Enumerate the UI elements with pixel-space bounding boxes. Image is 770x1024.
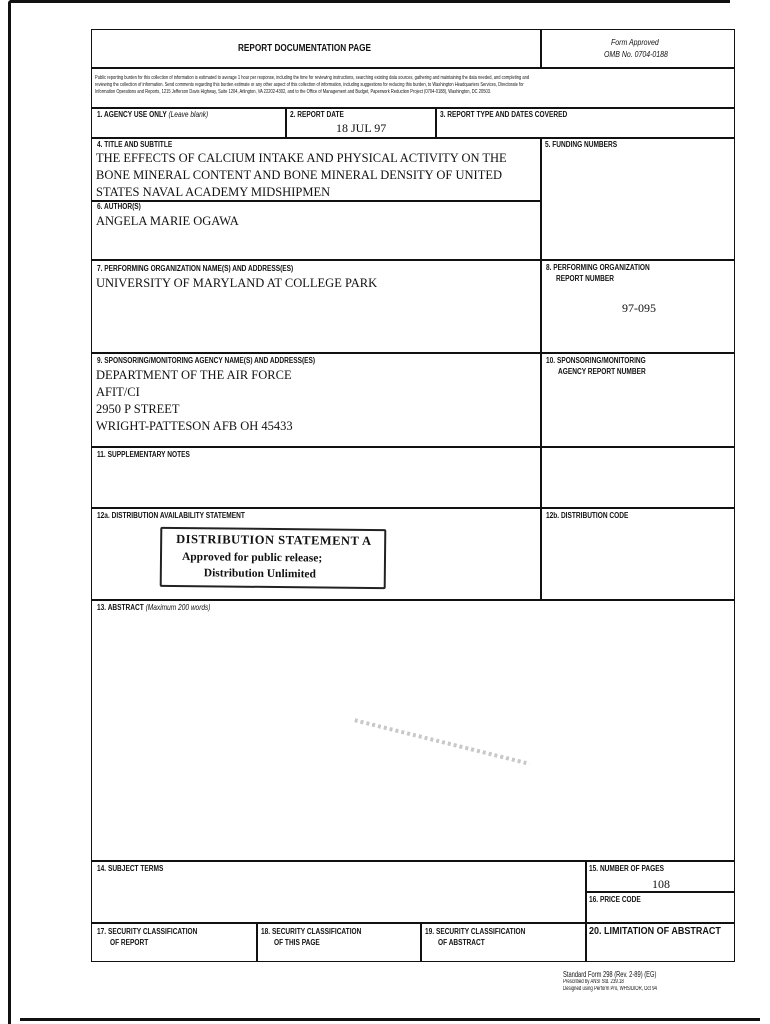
sec-page-label-2: OF THIS PAGE	[274, 938, 320, 947]
rule-row1	[91, 137, 735, 139]
perf-report-number: 97-095	[622, 301, 656, 315]
perf-org-value: UNIVERSITY OF MARYLAND AT COLLEGE PARK	[96, 276, 378, 290]
agency-use-hint: (Leave blank)	[168, 110, 209, 119]
funding-label: 5. FUNDING NUMBERS	[545, 140, 618, 149]
title-line-1: THE EFFECTS OF CALCIUM INTAKE AND PHYSICAL ACTIVITY ON THE	[96, 151, 507, 165]
sec-report-label-2: OF REPORT	[110, 938, 149, 947]
num-pages-value: 108	[652, 877, 670, 891]
perf-report-label-1: 8. PERFORMING ORGANIZATION	[546, 263, 650, 272]
footer-line-3: Designed using Perform Pro, WHS/DIOR, Oct 94	[563, 986, 657, 992]
distribution-stamp	[160, 527, 387, 589]
vrule-row1-b	[435, 107, 437, 137]
agency-use-label-text: 1. AGENCY USE ONLY	[97, 110, 167, 119]
report-date-label: 2. REPORT DATE	[290, 110, 344, 119]
title-line-3: STATES NAVAL ACADEMY MIDSHIPMEN	[96, 185, 331, 199]
limitation-label: 20. LIMITATION OF ABSTRACT	[589, 926, 721, 937]
abstract-label	[97, 603, 211, 612]
rule-header	[91, 67, 735, 69]
distribution-code-label: 12b. DISTRIBUTION CODE	[546, 511, 629, 520]
omb-number: OMB No. 0704-0188	[604, 49, 668, 59]
rule-subject	[91, 922, 735, 924]
stamp-line-3: Distribution Unlimited	[203, 567, 317, 581]
form-title: REPORT DOCUMENTATION PAGE	[238, 43, 372, 54]
sponsor-label: 9. SPONSORING/MONITORING AGENCY NAME(S) AND ADDRESS(ES)	[97, 356, 316, 365]
rule-authors	[91, 259, 735, 261]
vrule-right-col	[540, 137, 542, 600]
sec-page-label-1: 18. SECURITY CLASSIFICATION	[261, 927, 362, 936]
perf-org-label: 7. PERFORMING ORGANIZATION NAME(S) AND ADDRESS(ES)	[97, 264, 294, 273]
sec-abstract-label-1: 19. SECURITY CLASSIFICATION	[425, 927, 526, 936]
vrule-header	[540, 29, 542, 67]
authors-label: 6. AUTHOR(S)	[97, 202, 141, 211]
sec-abstract-label-2: OF ABSTRACT	[438, 938, 485, 947]
sponsor-report-label-2: AGENCY REPORT NUMBER	[558, 367, 646, 376]
report-type-label: 3. REPORT TYPE AND DATES COVERED	[440, 110, 568, 119]
agency-use-label	[97, 110, 208, 119]
rule-dist	[91, 599, 735, 601]
price-code-label: 16. PRICE CODE	[589, 895, 641, 904]
form-approved: Form Approved	[611, 37, 659, 47]
sponsor-line-4: WRIGHT-PATTESON AFB OH 45433	[96, 419, 293, 433]
supp-notes-label: 11. SUPPLEMENTARY NOTES	[97, 450, 190, 459]
perf-report-label-2: REPORT NUMBER	[556, 274, 614, 283]
title-label: 4. TITLE AND SUBTITLE	[97, 140, 173, 149]
vrule-bottom-a	[256, 922, 258, 962]
sponsor-line-3: 2950 P STREET	[96, 402, 180, 416]
author-value: ANGELA MARIE OGAWA	[96, 214, 239, 228]
rule-supp	[91, 507, 735, 509]
report-date-value: 18 JUL 97	[336, 121, 387, 135]
abstract-label-text: 13. ABSTRACT	[97, 603, 144, 612]
stamp-line-1: DISTRIBUTION STATEMENT A	[176, 531, 372, 549]
title-line-2: BONE MINERAL CONTENT AND BONE MINERAL DENSITY OF UNITED	[96, 168, 502, 182]
abstract-hint: (Maximum 200 words)	[145, 603, 211, 612]
num-pages-label: 15. NUMBER OF PAGES	[589, 864, 664, 873]
vrule-pages	[585, 860, 587, 962]
rule-sponsor	[91, 446, 735, 448]
scan-edge-left	[8, 0, 11, 1024]
rule-abstract	[91, 860, 735, 862]
sponsor-report-label-1: 10. SPONSORING/MONITORING	[546, 356, 646, 365]
sponsor-line-1: DEPARTMENT OF THE AIR FORCE	[96, 368, 292, 382]
subject-terms-label: 14. SUBJECT TERMS	[97, 864, 164, 873]
vrule-bottom-b	[420, 922, 422, 962]
burden-line-1: Public reporting burden for this collection of information is estimated to average 1 hour per response, including the time for reviewing instructions, searching existing data sources, gathering and maintaining the data needed, and completing and	[95, 75, 530, 81]
burden-line-2: reviewing the collection of information. Send comments regarding this burden estimate or any other aspect of this collection of information, including suggestions for reducing this burden, to Washington Headquarters Services, Directorate for	[95, 82, 524, 88]
footer-line-2: Prescribed by ANSI Std. 239.18	[563, 979, 624, 985]
rule-burden	[91, 107, 735, 109]
vrule-row1-a	[285, 107, 287, 137]
scan-edge-bottom	[20, 1018, 760, 1021]
burden-line-3: Information Operations and Reports, 1215 Jefferson Davis Highway, Suite 1204, Arlington, VA 22202-4302, and to the Office of Management and Budget, Paperwork Reduction Project (0704-0188), Washington, DC 20503.	[95, 89, 492, 95]
sec-report-label-1: 17. SECURITY CLASSIFICATION	[97, 927, 198, 936]
footer-line-1: Standard Form 298 (Rev. 2-89) (EG)	[563, 970, 657, 979]
rule-title	[91, 200, 540, 202]
stamp-line-2: Approved for public release;	[181, 551, 323, 565]
scan-edge-top	[10, 0, 730, 3]
distribution-label: 12a. DISTRIBUTION AVAILABILITY STATEMENT	[97, 511, 245, 520]
rule-perf	[91, 352, 735, 354]
sponsor-line-2: AFIT/CI	[96, 385, 140, 399]
